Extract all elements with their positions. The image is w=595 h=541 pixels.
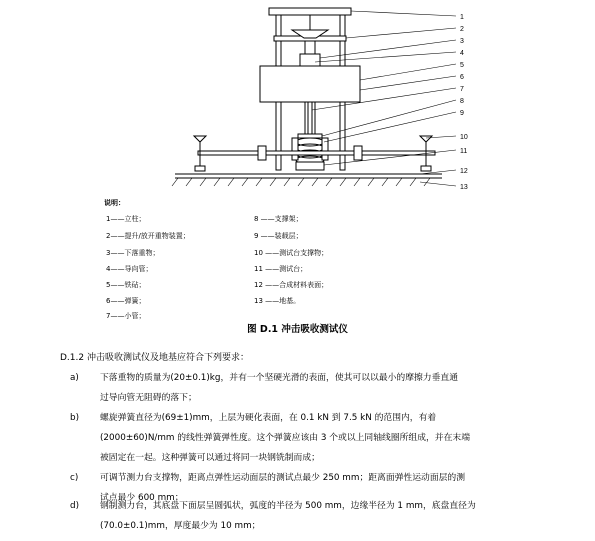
item-line: (70.0±0.1)mm，厚度最少为 10 mm； — [100, 521, 261, 531]
top-crossbar — [269, 8, 351, 15]
figure-caption: 图 D.1 冲击吸收测试仪 — [247, 324, 348, 335]
legend-item-13: 13 ——地基。 — [254, 297, 301, 305]
requirement-item-a — [70, 368, 570, 408]
legend-item-9: 9 ——装载层； — [254, 232, 303, 240]
callout-7: 7 — [460, 86, 464, 93]
legend-item-8: 8 ——支撑架； — [254, 215, 303, 223]
callout-3: 3 — [460, 38, 464, 45]
falling-weight-housing — [260, 66, 360, 102]
callout-6: 6 — [460, 74, 464, 81]
item-marker: c) — [70, 473, 79, 483]
callout-4: 4 — [460, 50, 464, 57]
legend-item-12: 12 ——合成材料表面； — [254, 281, 329, 289]
clause-heading: D.1.2 冲击吸收测试仪及地基应符合下列要求： — [60, 353, 249, 363]
legend-item-2: 2——提升/放开重物装置； — [106, 232, 190, 240]
callout-11: 11 — [460, 148, 468, 155]
legend-item-6: 6——弹簧； — [106, 297, 146, 305]
callout-8: 8 — [460, 98, 464, 105]
item-line: 过导向管无阻碍的落下； — [100, 393, 197, 403]
item-line: 下落重物的质量为(20±0.1)kg，并有一个坚硬光滑的表面，使其可以以最小的摩擦力垂直通 — [100, 373, 458, 383]
item-marker: a) — [70, 373, 79, 383]
ground-hatch — [172, 178, 430, 186]
legend-item-4: 4——导向管； — [106, 265, 153, 273]
callout-9: 9 — [460, 110, 464, 117]
item-line: (2000±60)N/mm 的线性弹簧弹性度。这个弹簧应该由 3 个或以上同轴线圈所组成，并在末端 — [100, 433, 470, 443]
item-line: 试点最少 600 mm； — [100, 493, 184, 503]
callout-13: 13 — [460, 184, 468, 191]
item-marker: b) — [70, 413, 80, 423]
test-platform — [296, 162, 324, 170]
anvil — [298, 134, 322, 138]
impact-tester-diagram — [0, 0, 595, 200]
legend-item-7: 7——小管； — [106, 312, 146, 320]
requirement-item-d — [70, 496, 570, 536]
callout-2: 2 — [460, 26, 464, 33]
legend-item-10: 10 ——测试台支撑物； — [254, 249, 329, 257]
item-line: 螺旋弹簧直径为(69±1)mm，上层为硬化表面，在 0.1 kN 到 7.5 kN 的范围内，有着 — [100, 413, 437, 423]
legend-item-11: 11 ——测试台； — [254, 265, 308, 273]
legend-title: 说明： — [104, 199, 125, 207]
item-line: 钢制测力台，其底盘下面层呈圆弧状，弧度的半径为 500 mm，边缘半径为 1 mm，底盘直径为 — [100, 501, 476, 511]
item-marker: d) — [70, 501, 80, 511]
item-line: 可调节测力台支撑物，距离点弹性运动面层的测试点最少 250 mm；距离面弹性运动面层的测 — [100, 473, 466, 483]
legend-item-1: 1——立柱； — [106, 215, 146, 223]
item-line: 被固定在一起。这种弹簧可以通过将同一块钢铣制而成； — [100, 453, 320, 463]
legend-item-3: 3——下落重物； — [106, 249, 160, 257]
callout-10: 10 — [460, 134, 468, 141]
callout-12: 12 — [460, 168, 468, 175]
support-frame-bar — [198, 151, 435, 155]
callout-1: 1 — [460, 14, 464, 21]
requirement-item-b — [70, 408, 570, 468]
callout-5: 5 — [460, 62, 464, 69]
legend-item-5: 5——铁砧； — [106, 281, 146, 289]
